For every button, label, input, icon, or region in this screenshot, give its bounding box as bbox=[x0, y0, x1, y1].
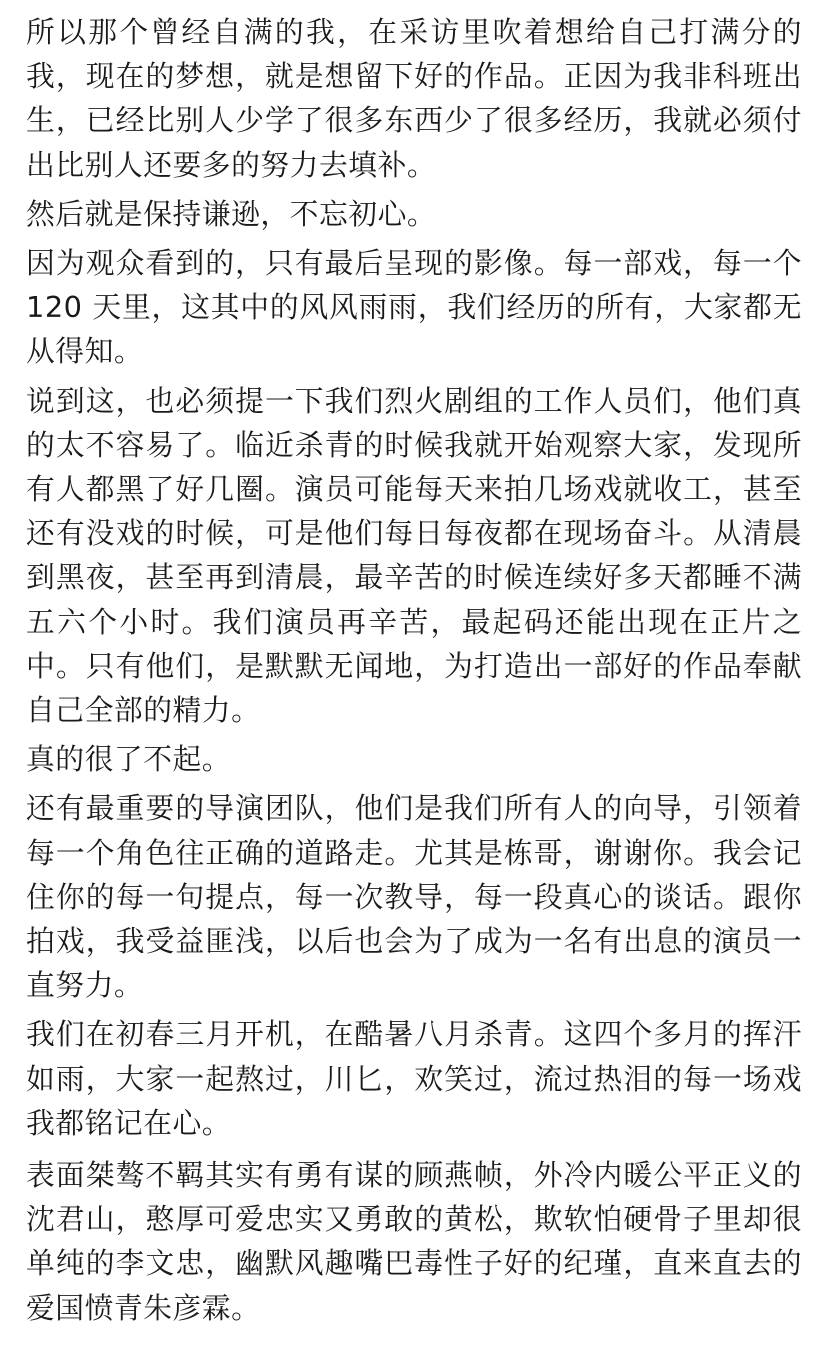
paragraph-1: 所以那个曾经自满的我，在采访里吹着想给自己打满分的我，现在的梦想，就是想留下好的作品。正因为我非科班出生，已经比别人少学了很多东西少了很多经历，我就必须付出比别人还要多的努力去填补。 bbox=[26, 15, 802, 182]
paragraph-8: 表面桀骜不羁其实有勇有谋的顾燕帧，外冷内暖公平正义的沈君山，憨厚可爱忠实又勇敢的黄松，欺软怕硬骨子里却很单纯的李文忠，幽默风趣嘴巴毒性子好的纪瑾，直来直去的爱国愤青朱彦霖。 bbox=[26, 1158, 802, 1325]
paragraph-2: 然后就是保持谦逊，不忘初心。 bbox=[26, 196, 437, 231]
paragraph-3: 因为观众看到的，只有最后呈现的影像。每一部戏，每一个 120 天里，这其中的风风雨雨，我们经历的所有，大家都无从得知。 bbox=[26, 246, 802, 369]
paragraph-6: 还有最重要的导演团队，他们是我们所有人的向导，引领着每一个角色往正确的道路走。尤其是栋哥，谢谢你。我会记住你的每一句提点，每一次教导，每一段真心的谈话。跟你拍戏，我受益匪浅，以后也会为了成为一名有出息的演员一直努力。 bbox=[26, 791, 802, 1003]
paragraph-5: 真的很了不起。 bbox=[26, 742, 232, 777]
paragraph-7: 我们在初春三月开机，在酷暑八月杀青。这四个多月的挥汗如雨，大家一起熬过，川匕，欢笑过，流过热泪的每一场戏我都铭记在心。 bbox=[26, 1017, 802, 1140]
paragraph-4: 说到这，也必须提一下我们烈火剧组的工作人员们，他们真的太不容易了。临近杀青的时候我就开始观察大家，发现所有人都黑了好几圈。演员可能每天来拍几场戏就收工，甚至还有没戏的时候，可是他们每日每夜都在现场奋斗。从清晨到黑夜，甚至再到清晨，最辛苦的时候连续好多天都睡不满五六个小时。我们演员再辛苦，最起码还能出现在正片之中。只有他们，是默默无闻地，为打造出一部好的作品奉献自己全部的精力。 bbox=[26, 383, 802, 728]
